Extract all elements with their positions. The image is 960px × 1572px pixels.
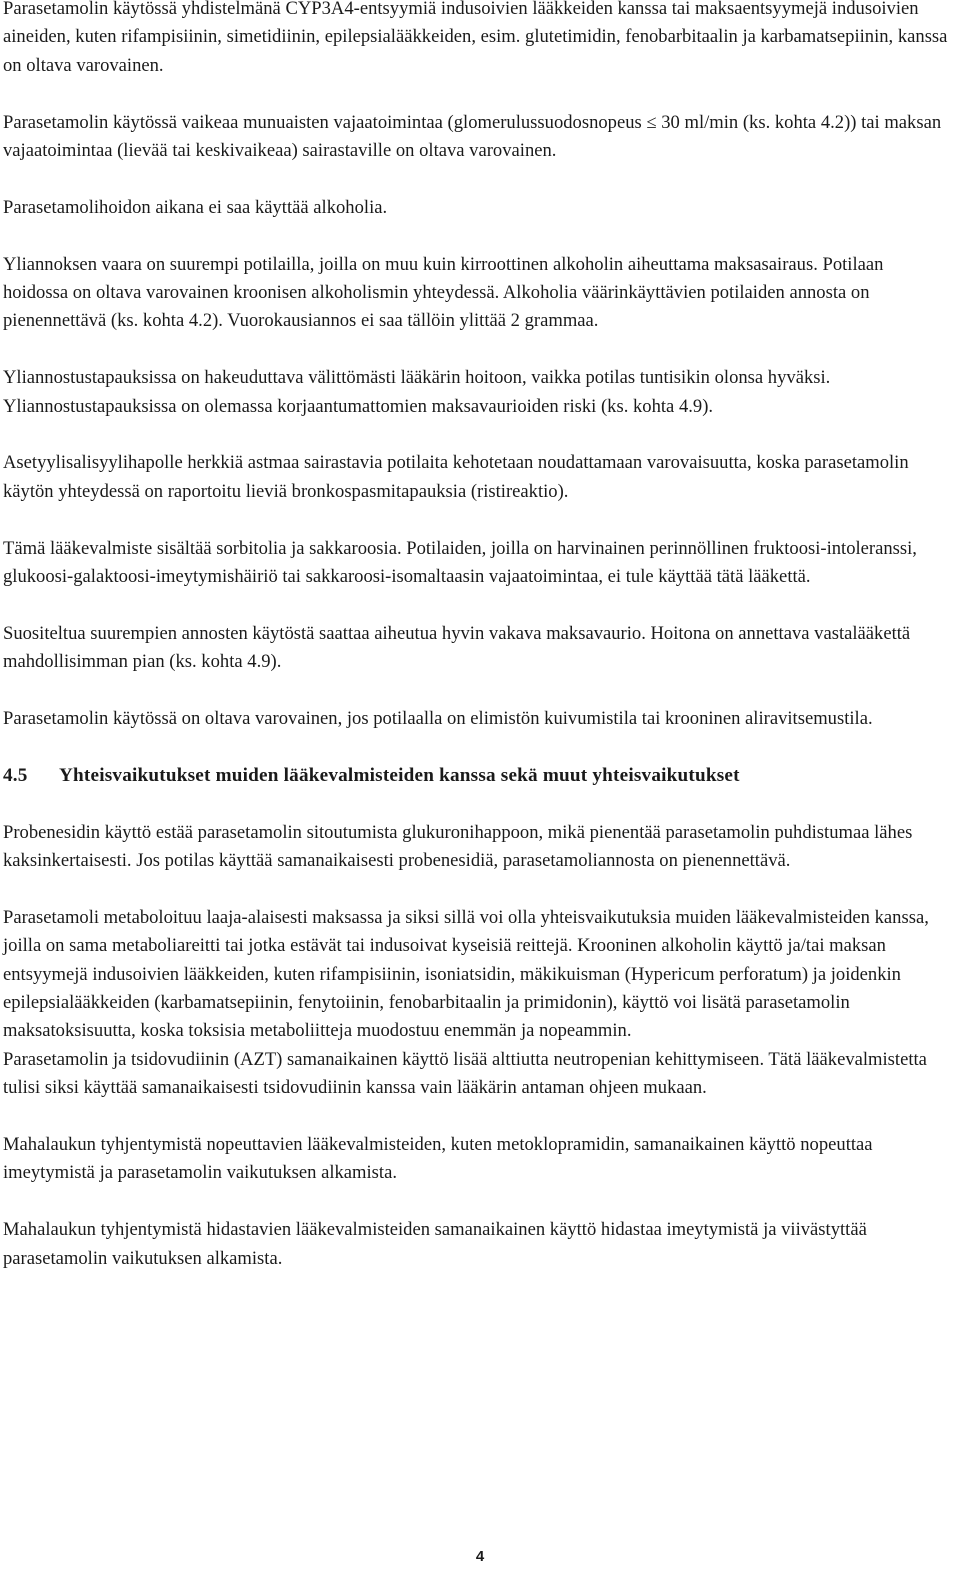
paragraph-excipients: Tämä lääkevalmiste sisältää sorbitolia ja sakkaroosia. Potilaiden, joilla on harvinainen perinnöllinen fruktoosi-intoleranssi, glukoosi-galaktoosi-imeytymishäiriö tai sakkaroosi-isomaltaasin vajaatoimintaa, ei tule käyttää tätä lääkettä. [3, 537, 917, 588]
paragraph-alcohol-warning: Parasetamolihoidon aikana ei saa käyttää alkoholia. [3, 196, 388, 218]
paragraph-asthma-warning: Asetyylisalisyylihapolle herkkiä astmaa sairastavia potilaita kehotetaan noudattamaan varovaisuutta, koska parasetamolin käytön yhteydessä on raportoitu lieviä bronkospasmitapauksia (ristireaktio). [3, 452, 909, 502]
paragraph-renal-hepatic-impairment: Parasetamolin käytössä vaikeaa munuaisten vajaatoimintaa (glomerulussuodosnopeus ≤ 30 ml/min (ks. kohta 4.2)) tai maksan vajaatoimintaa (lievää tai keskivaikeaa) sairastaville on oltava varovainen. [3, 111, 942, 162]
page-number: 4 [475, 1548, 485, 1565]
document-page [3, 0, 953, 1301]
paragraph-cyp3a4-inducers: Parasetamolin käytössä yhdistelmänä CYP3A4-entsyymiä indusoivien lääkkeiden kanssa tai maksaentsyymejä indusoivien aineiden, kuten rifampisiinin, simetidiinin, epilepsialääkkeiden, esim. glutetimidin, fenobarbitaalin ja karbamatsepiinin, kanssa on oltava varovainen. [3, 0, 948, 76]
paragraph-gastric-emptying-slower: Mahalaukun tyhjentymistä hidastavien lääkevalmisteiden samanaikainen käyttö hidastaa imeytymistä ja viivästyttää parasetamolin vaikutuksen alkamista. [3, 1219, 867, 1269]
paragraph-zidovudine: Parasetamolin ja tsidovudiinin (AZT) samanaikainen käyttö lisää alttiutta neutropenian kehittymiseen. Tätä lääkevalmistetta tulisi siksi käyttää samanaikaisesti tsidovudiinin kanssa vain lääkärin antaman ohjeen mukaan. [3, 1048, 927, 1099]
paragraph-dehydration: Parasetamolin käytössä on oltava varovainen, jos potilaalla on elimistön kuivumistila tai krooninen aliravitsemustila. [3, 708, 873, 730]
paragraph-overdose-treatment: Yliannostustapauksissa on hakeuduttava välittömästi lääkärin hoitoon, vaikka potilas tuntisikin olonsa hyväksi. Yliannostustapauksissa on olemassa korjaantumattomien maksavaurioiden riski (ks. kohta 4.9). [3, 367, 831, 417]
section-heading [3, 762, 953, 790]
paragraph-gastric-emptying-faster: Mahalaukun tyhjentymistä nopeuttavien lääkevalmisteiden, kuten metoklopramidin, samanaikainen käyttö nopeuttaa imeytymistä ja parasetamolin vaikutuksen alkamista. [3, 1134, 873, 1184]
paragraph-overdose-risk: Yliannoksen vaara on suurempi potilailla, joilla on muu kuin kirroottinen alkoholin aiheuttama maksasairaus. Potilaan hoidossa on oltava varovainen kroonisen alkoholismin yhteydessä. Alkoholia väärinkäyttävien potilaiden annosta on pienennettävä (ks. kohta 4.2). Vuorokausiannos ei saa tällöin ylittää 2 grammaa. [3, 253, 884, 332]
paragraph-hepatic-metabolism: Parasetamoli metaboloituu laaja-alaisesti maksassa ja siksi sillä voi olla yhteisvaikutuksia muiden lääkevalmisteiden kanssa, joilla on sama metaboliareitti tai jotka estävät tai indusoivat kyseisiä reittejä. Krooninen alkoholin käyttö ja/tai maksan entsyymejä indusoivien lääkkeiden, kuten rifampisiinin, isoniatsidin, mäkikuisman (Hypericum perforatum) ja joidenkin epilepsialääkkeiden (karbamatsepiinin, fenytoiinin, fenobarbitaalin ja primidonin), käyttö voi lisätä parasetamolin maksatoksisuutta, koska toksisia metaboliitteja muodostuu enemmän ja nopeammin. [3, 906, 929, 1042]
section-number: 4.5 [3, 764, 28, 786]
section-title: Yhteisvaikutukset muiden lääkevalmisteiden kanssa sekä muut yhteisvaikutukset [59, 764, 740, 786]
paragraph-probenecid: Probenesidin käyttö estää parasetamolin sitoutumista glukuronihappoon, mikä pienentää parasetamolin puhdistumaa lähes kaksinkertaisesti. Jos potilas käyttää samanaikaisesti probenesidiä, parasetamoliannosta on pienennettävä. [3, 821, 913, 872]
paragraph-high-dose-liver-damage: Suositeltua suurempien annosten käytöstä saattaa aiheutua hyvin vakava maksavaurio. Hoitona on annettava vastalääkettä mahdollisimman pian (ks. kohta 4.9). [3, 622, 911, 673]
